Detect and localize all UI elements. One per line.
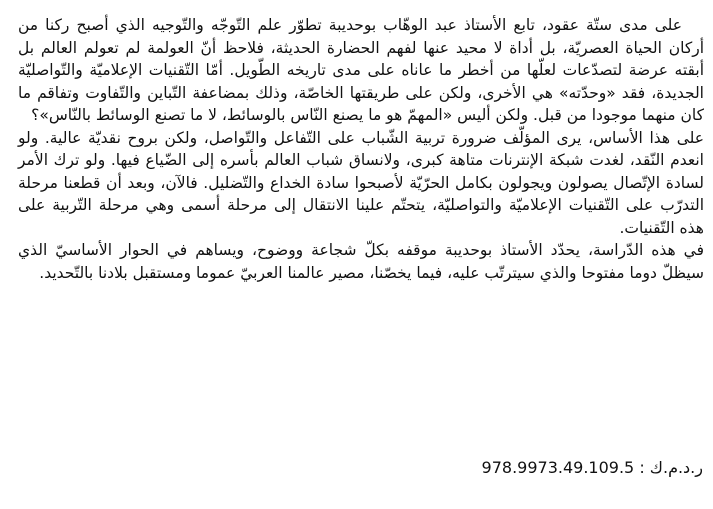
paragraph-3: في هذه الدّراسة، يحدّد الأستاذ بوحديبة موقفه بكلّ شجاعة ووضوح، ويساهم في الحوار الأساسيّ الذي سيظلّ دوما مفتوحا والذي سيترتّب عليه، فيما يخصّنا، مصير عالمنا العربيّ عموما ومستقبل بلادنا بالتّحديد. [18,241,704,282]
paragraph-1: على مدى ستّة عقود، تابع الأستاذ عبد الوهّاب بوحديبة تطوّر علم التّوجّه والتّوجيه الذي أصبح ركنا من أركان الحياة العصريّة، بل أداة لا محيد عنها لفهم الحضارة الحديثة، فلاحظ أنّ العولمة لم تعولم العالم بل أبقته عرضة لتصدّعات لعلّها من أخطر ما عاناه على مدى تاريخه الطّويل. أمّا التّقنيات الإعلاميّة والتّواصليّة الجديدة، فقد «وحدّته» هي الأخرى، ولكن على طريقتها الخاصّة، وذلك بمضاعفة التّباين والتّفاوت وتفاقم ما كان منهما موجودا من قبل. ولكن أليس «المهمّ هو ما يصنع النّاس بالوسائط، لا ما تصنع الوسائط بالنّاس»؟ [18,16,704,124]
isbn-number: 978.9973.49.109.5 [481,458,635,477]
isbn-label: ر.د.م.ك : [639,458,703,477]
isbn-line [482,458,703,477]
paragraph-2: على هذا الأساس، يرى المؤلّف ضرورة تربية الشّباب على التّفاعل والتّواصل، ولكن بروح نقديّة عالية. ولو انعدم النّقد، لغدت شبكة الإنترنات متاهة كبرى، ولانساق شباب العالم بأسره إلى الضّياع فيها. ولو ترك الأمر لسادة الإتّصال يصولون ويجولون بكامل الحرّيّة لأصبحوا سادة الخداع والتّضليل. فالآن، وبعد أن قطعنا مرحلة التدرّب على التّقنيات الإعلاميّة والتواصليّة، يتحتّم علينا الانتقال إلى مرحلة أسمى وهي مرحلة التّربية على هذه التّقنيات. [18,128,704,237]
back-cover-text [18,14,704,284]
